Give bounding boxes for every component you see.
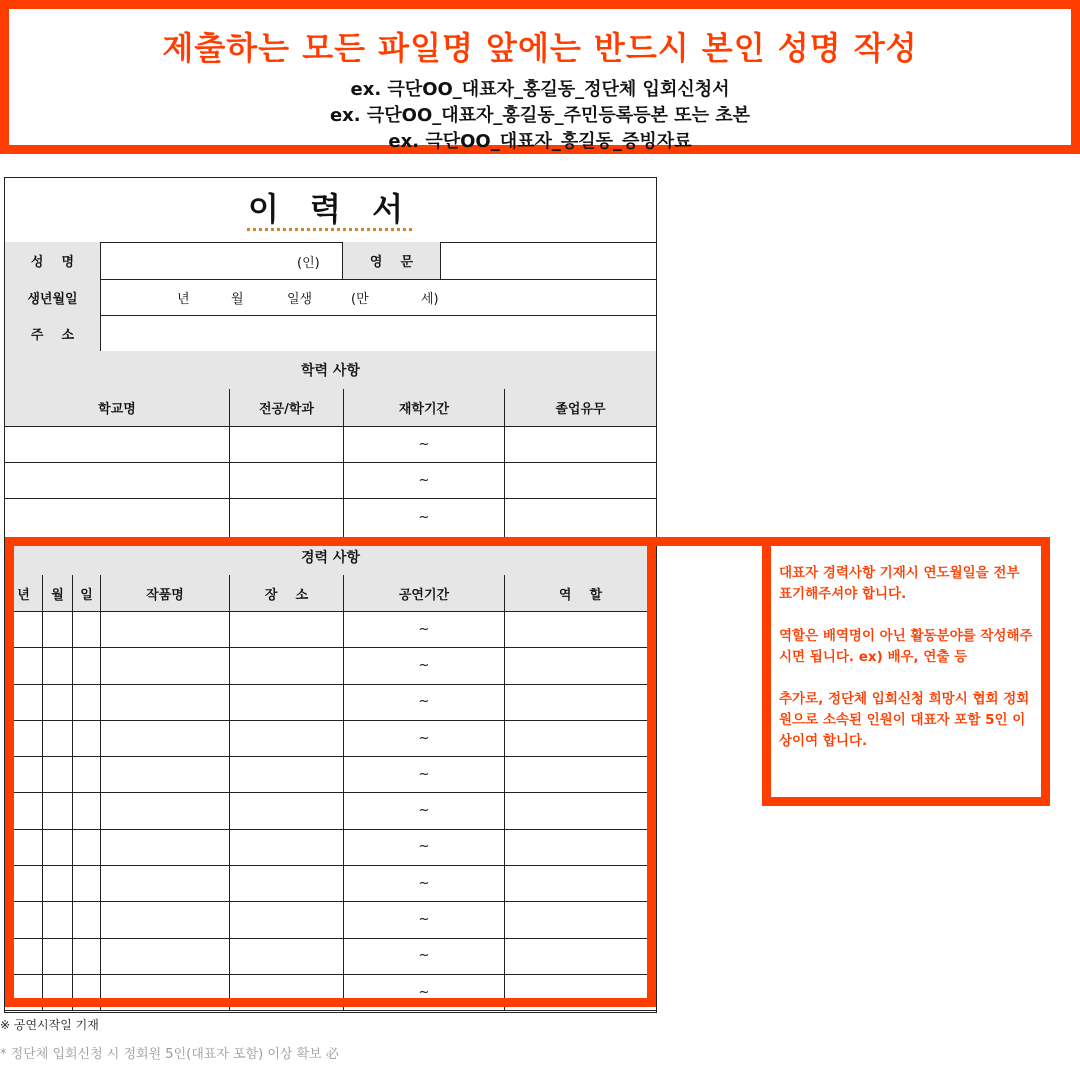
notice-examples xyxy=(9,77,1071,155)
note-paragraph: 역할은 배역명이 아닌 활동분야를 작성해주시면 됩니다. ex) 배우, 연출 등 xyxy=(779,628,1033,665)
address-row xyxy=(5,315,656,352)
run-cell[interactable]: ~ xyxy=(344,829,505,865)
school-cell[interactable] xyxy=(5,426,230,462)
footnote-membership: * 정단체 입회신청 시 정회원 5인(대표자 포함) 이상 확보 必 xyxy=(0,1047,339,1062)
notice-title: 제출하는 모든 파일명 앞에는 반드시 본인 성명 작성 xyxy=(162,29,918,67)
address-field[interactable] xyxy=(101,315,656,351)
callout-connector xyxy=(648,537,764,546)
graduation-cell[interactable] xyxy=(505,498,656,538)
career-guidance-note xyxy=(762,537,1050,806)
run-cell[interactable]: ~ xyxy=(344,793,505,829)
run-cell[interactable]: ~ xyxy=(344,938,505,974)
period-cell[interactable]: ~ xyxy=(344,462,505,498)
col-day: 일 xyxy=(73,575,101,611)
birth-year-unit: 년 xyxy=(177,292,190,307)
education-row[interactable] xyxy=(5,498,656,539)
note-paragraph: 추가로, 정단체 입회신청 희망시 협회 정회원으로 소속된 인원이 대표자 포함 5인 이상이여 합니다. xyxy=(779,691,1030,749)
birth-row xyxy=(5,279,656,316)
birth-day-unit: 일생 xyxy=(287,292,313,307)
graduation-cell[interactable] xyxy=(505,462,656,498)
birth-field[interactable] xyxy=(101,279,656,315)
filename-notice xyxy=(0,0,1080,154)
major-cell[interactable] xyxy=(230,426,344,462)
notice-example: ex. 극단OO_대표자_홍길동_정단체 입회신청서 xyxy=(350,79,730,100)
period-cell[interactable]: ~ xyxy=(344,498,505,538)
age-close: 세) xyxy=(421,292,439,307)
address-label: 주 소 xyxy=(5,315,101,351)
career-highlight-frame xyxy=(5,537,656,1007)
col-run: 공연기간 xyxy=(344,575,505,611)
education-row[interactable] xyxy=(5,462,656,499)
col-work: 작품명 xyxy=(101,575,230,611)
note-paragraph: 대표자 경력사항 기재시 연도월일을 전부 표기해주셔야 합니다. xyxy=(779,565,1020,602)
col-period: 재학기간 xyxy=(344,389,505,426)
english-name-field[interactable] xyxy=(441,242,656,279)
period-cell[interactable]: ~ xyxy=(344,426,505,462)
run-cell[interactable]: ~ xyxy=(344,720,505,756)
form-title: 이 력 서 xyxy=(5,178,656,243)
run-cell[interactable]: ~ xyxy=(344,756,505,792)
major-cell[interactable] xyxy=(230,462,344,498)
birth-month-unit: 월 xyxy=(231,292,244,307)
seal-mark: (인) xyxy=(297,256,320,271)
name-label: 성 명 xyxy=(5,242,101,279)
notice-example: ex. 극단OO_대표자_홍길동_주민등록등본 또는 초본 xyxy=(329,105,751,126)
education-title: 학력 사항 xyxy=(301,363,360,379)
col-role: 역 할 xyxy=(558,587,603,603)
school-cell[interactable] xyxy=(5,498,230,538)
education-section-header xyxy=(5,351,656,390)
education-columns xyxy=(5,389,656,427)
col-year: 년 xyxy=(5,575,43,611)
run-cell[interactable]: ~ xyxy=(344,611,505,647)
name-field[interactable] xyxy=(101,242,343,279)
graduation-cell[interactable] xyxy=(505,426,656,462)
run-cell[interactable]: ~ xyxy=(344,684,505,720)
birth-label: 생년월일 xyxy=(5,279,101,315)
education-row[interactable] xyxy=(5,426,656,463)
col-venue: 장 소 xyxy=(230,575,344,611)
run-cell[interactable]: ~ xyxy=(344,865,505,901)
run-cell[interactable]: ~ xyxy=(344,647,505,683)
footnote-start-date: ※ 공연시작일 기재 xyxy=(0,1018,99,1032)
age-open: (만 xyxy=(351,292,369,307)
col-major: 전공/학과 xyxy=(230,389,344,426)
col-graduation: 졸업유무 xyxy=(555,402,606,417)
run-cell[interactable]: ~ xyxy=(344,974,505,1010)
col-month: 월 xyxy=(43,575,73,611)
major-cell[interactable] xyxy=(230,498,344,538)
col-school: 학교명 xyxy=(5,389,230,426)
english-name-label: 영 문 xyxy=(343,242,441,279)
school-cell[interactable] xyxy=(5,462,230,498)
name-row xyxy=(5,242,656,280)
notice-example: ex. 극단OO_대표자_홍길동_증빙자료 xyxy=(388,131,692,152)
career-title: 경력 사항 xyxy=(301,549,360,566)
run-cell[interactable]: ~ xyxy=(344,901,505,937)
